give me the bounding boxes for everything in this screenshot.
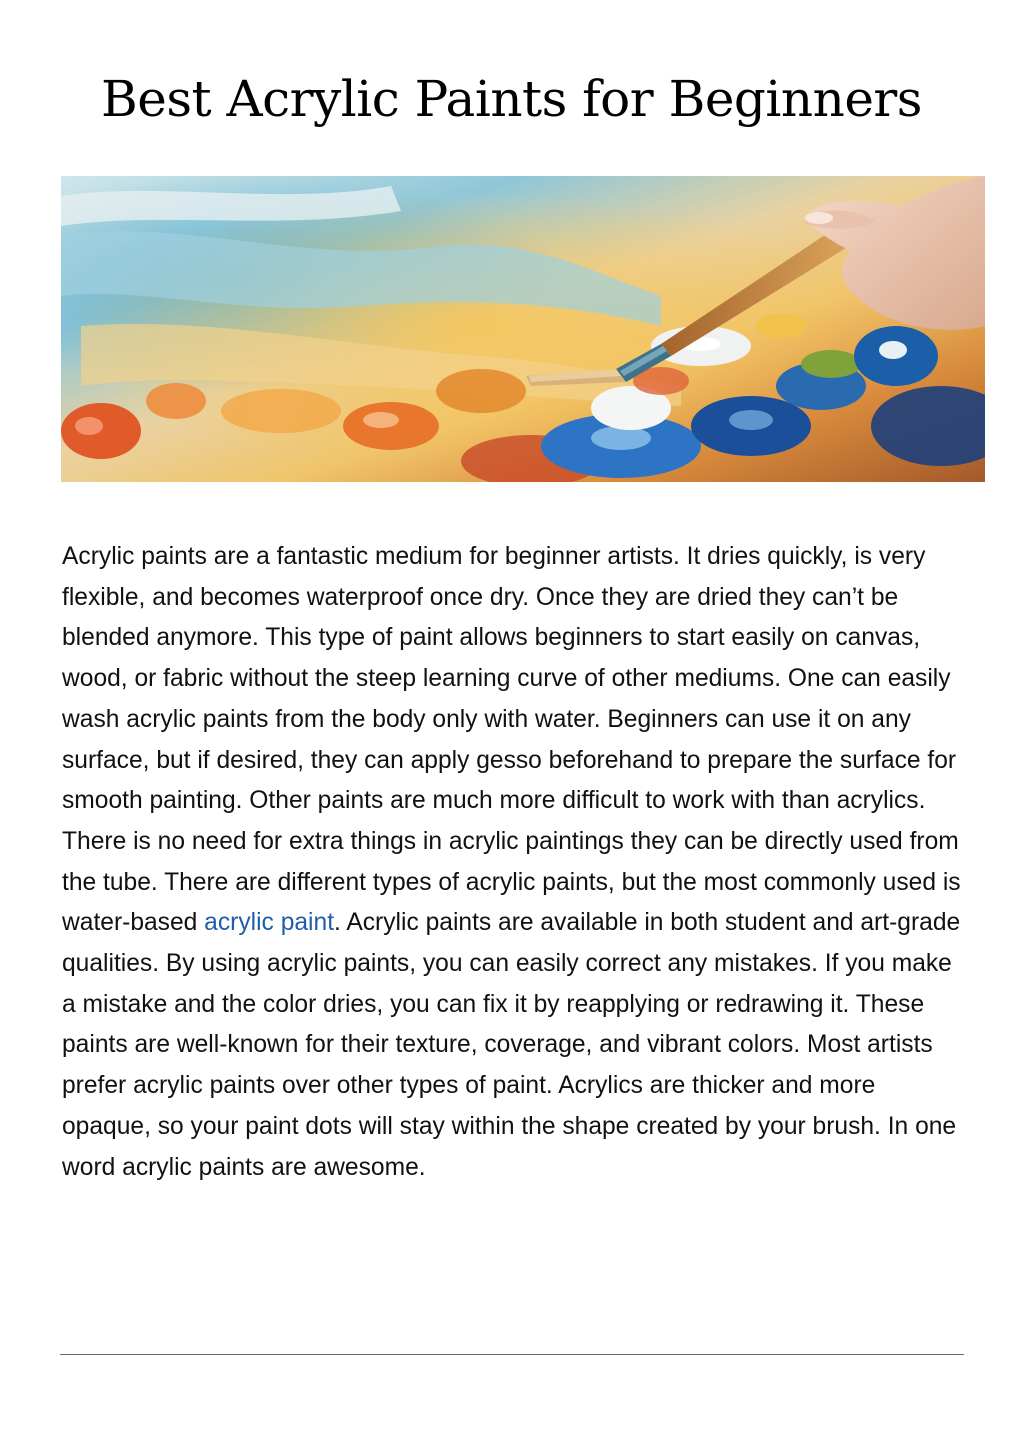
bottom-divider <box>60 1354 964 1355</box>
page-title: Best Acrylic Paints for Beginners <box>101 70 922 128</box>
body-text-part-2: . Acrylic paints are available in both student and art-grade qualities. By using acrylic paints, you can easily correct any mistakes. If you make a mistake and the color dries, you can fix it by reapplying or redrawing it. These paints are well-known for their texture, coverage, and vibrant colors. Most artists prefer acrylic paints over other types of paint. Acrylics are thicker and more opaque, so your paint dots will stay within the shape created by your brush. In one word acrylic paints are awesome. <box>62 909 961 1181</box>
acrylic-painting-icon <box>61 176 985 482</box>
acrylic-paint-link[interactable]: acrylic paint <box>204 909 335 937</box>
body-text-part-1: Acrylic paints are a fantastic medium for beginner artists. It dries quickly, is very flexible, and becomes waterproof once dry. Once they are dried they can’t be blended anymore. This type of paint allows beginners to start easily on canvas, wood, or fabric without the steep learning curve of other mediums. One can easily wash acrylic paints from the body only with water. Beginners can use it on any surface, but if desired, they can apply gesso beforehand to prepare the surface for smooth painting. Other paints are much more difficult to work with than acrylics. There is no need for extra things in acrylic paintings they can be directly used from the tube. There are different types of acrylic paints, but the most commonly used is water-based <box>62 543 961 937</box>
hero-image <box>61 176 985 482</box>
article-body <box>62 537 962 1188</box>
